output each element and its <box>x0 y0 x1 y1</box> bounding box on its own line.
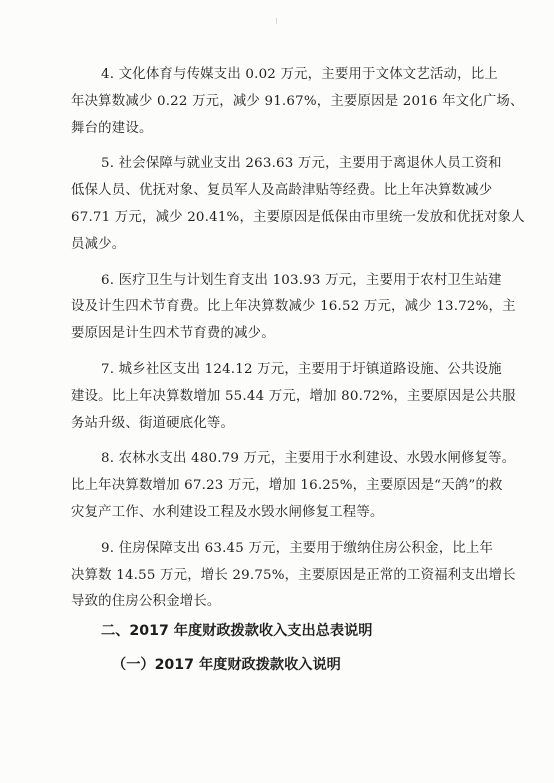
paragraph-line: 建设。比上年决算数增加 55.44 万元，增加 80.72%，主要原因是公共服 <box>71 388 516 404</box>
paragraph-line: 导致的住房公积金增长。 <box>71 594 221 610</box>
document-body <box>0 62 554 680</box>
paragraph-line: 8. 农林水支出 480.79 万元，主要用于水利建设、水毁水闸修复等。 <box>101 451 516 467</box>
paragraph-line: 决算数 14.55 万元，增长 29.75%，主要原因是正常的工资福利支出增长 <box>71 567 516 583</box>
paragraph-medical-health <box>0 268 554 348</box>
paragraph-housing <box>0 536 554 616</box>
page-fold-mark <box>276 18 277 24</box>
paragraph-line: 灾复产工作、水利建设工程及水毁水闸修复工程等。 <box>71 504 384 520</box>
paragraph-line: 低保人员、优抚对象、复员军人及高龄津贴等经费。比上年决算数减少 <box>71 183 493 199</box>
paragraph-line: 舞台的建设。 <box>71 120 153 136</box>
section-heading: 二、2017 年度财政拨款收入支出总表说明 <box>101 623 373 640</box>
paragraph-line: 9. 住房保障支出 63.45 万元，主要用于缴纳住房公积金，比上年 <box>101 540 494 556</box>
paragraph-line: 务站升级、街道硬底化等。 <box>71 415 235 431</box>
paragraph-social-security <box>0 151 554 258</box>
paragraph-line: 年决算数减少 0.22 万元，减少 91.67%，主要原因是 2016 年文化广场、 <box>71 93 524 109</box>
paragraph-line: 比上年决算数增加 67.23 万元，增加 16.25%，主要原因是“天鸽”的救 <box>71 478 503 494</box>
paragraph-line: 4. 文化体育与传媒支出 0.02 万元，主要用于文体文艺活动，比上 <box>101 67 498 82</box>
paragraph-culture-sports-media <box>0 62 554 142</box>
paragraph-line: 员减少。 <box>71 236 126 252</box>
paragraph-line: 5. 社会保障与就业支出 263.63 万元，主要用于离退休人员工资和 <box>101 156 502 172</box>
subsection-heading: （一）2017 年度财政拨款收入说明 <box>112 657 341 674</box>
paragraph-urban-rural-community <box>0 357 554 437</box>
paragraph-agriculture-water <box>0 446 554 526</box>
paragraph-line: 7. 城乡社区支出 124.12 万元，主要用于圩镇道路设施、公共设施 <box>101 361 502 377</box>
paragraph-line: 要原因是计生四术节育费的减少。 <box>71 326 275 342</box>
paragraph-line: 67.71 万元，减少 20.41%，主要原因是低保由市里统一发放和优抚对象人 <box>71 209 525 225</box>
paragraph-line: 6. 医疗卫生与计划生育支出 103.93 万元，主要用于农村卫生站建 <box>101 272 502 288</box>
paragraph-line: 设及计生四术节育费。比上年决算数减少 16.52 万元，减少 13.72%，主 <box>71 299 516 315</box>
